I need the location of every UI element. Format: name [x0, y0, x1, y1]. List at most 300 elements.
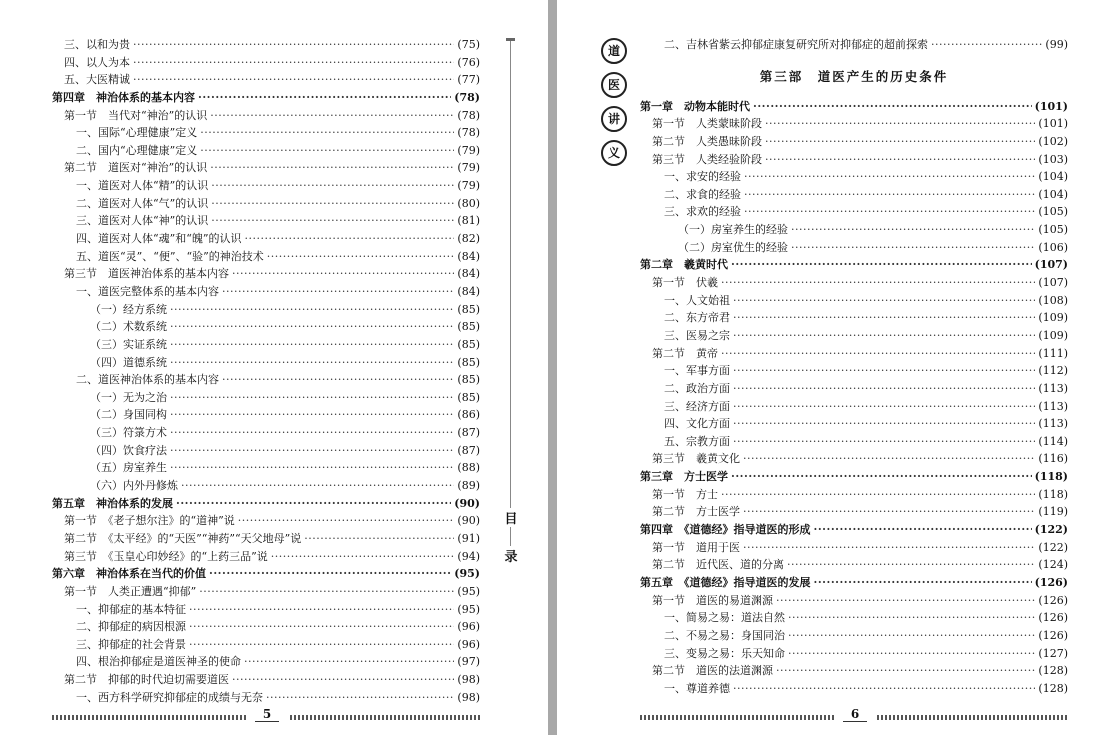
toc-section-entry [640, 450, 1068, 468]
toc-entry-page: (79) [457, 143, 480, 157]
toc-entry-title: 三、以和为贵 [64, 38, 130, 51]
toc-leader-dots [222, 283, 454, 301]
toc-entry-title: 三、抑郁症的社会背景 [76, 637, 186, 651]
toc-section-entry [52, 671, 480, 689]
toc-leader-dots [170, 406, 454, 424]
toc-entry-page: (99) [1045, 38, 1068, 51]
toc-entry-page: (95) [457, 584, 480, 598]
toc-entry-title: 一、尊道养德 [664, 681, 730, 695]
toc-entry-title: （三）符箓方术 [90, 426, 167, 440]
toc-leader-dots [744, 203, 1035, 221]
toc-subsection-entry [640, 645, 1068, 663]
toc-subsection-entry [640, 186, 1068, 204]
toc-entry-page: (105) [1038, 205, 1068, 219]
toc-entry-page: (76) [457, 55, 480, 69]
toc-entry-page: (75) [457, 38, 480, 51]
toc-subsection-entry [640, 680, 1068, 698]
toc-subsection-entry [52, 142, 480, 160]
toc-entry-page: (84) [457, 284, 480, 298]
toc-leader-dots [788, 627, 1035, 645]
toc-section-entry [640, 345, 1068, 363]
toc-subsection-entry [52, 477, 480, 495]
toc-entry-title: （一）无为之治 [90, 390, 167, 404]
toc-leader-dots [211, 177, 454, 195]
toc-section-entry [640, 115, 1068, 133]
toc-leader-dots [931, 36, 1042, 54]
toc-entry-title: 第三部 道医产生的历史条件 [759, 68, 949, 84]
toc-entry-title: 一、求安的经验 [664, 170, 741, 184]
page-number: 6 [843, 707, 867, 722]
toc-entry-page: (118) [1038, 487, 1068, 501]
toc-entry-page: (118) [1034, 470, 1068, 484]
toc-entry-title: 第五章 《道德经》指导道医的发展 [640, 575, 811, 589]
toc-entry-title: （三）实证系统 [90, 337, 167, 351]
toc-subsection-entry [52, 389, 480, 407]
toc-subsection-entry [52, 301, 480, 319]
toc-subsection-entry [640, 203, 1068, 221]
sidebar-rule [510, 40, 511, 552]
toc-leader-dots [743, 539, 1035, 557]
toc-entry-title: 第三节 人类经验阶段 [652, 152, 762, 166]
toc-entry-page: (126) [1038, 611, 1068, 625]
toc-section-entry [52, 71, 480, 89]
toc-leader-dots [210, 159, 454, 177]
toc-entry-page: (86) [457, 408, 480, 422]
toc-subsection-entry [640, 380, 1068, 398]
toc-leader-dots [238, 512, 455, 530]
toc-entry-title: 第一节 道用于医 [652, 540, 740, 554]
toc-subsection-entry [640, 239, 1068, 257]
toc-leader-dots [209, 565, 451, 583]
right-toc-list [640, 36, 1068, 697]
toc-entry-title: 第一节 当代对“神治”的认识 [64, 108, 208, 122]
toc-entry-title: 四、以人为本 [64, 55, 130, 69]
toc-subsection-entry [640, 398, 1068, 416]
toc-subsection-entry [640, 292, 1068, 310]
toc-leader-dots [199, 583, 454, 601]
footer-ornament-right [877, 715, 1067, 720]
toc-subsection-entry [640, 168, 1068, 186]
toc-entry-page: (126) [1034, 575, 1068, 589]
toc-leader-dots [731, 468, 1032, 486]
toc-leader-dots [753, 98, 1032, 116]
toc-entry-page: (77) [457, 73, 480, 87]
toc-subsection-entry [52, 283, 480, 301]
toc-subsection-entry [52, 195, 480, 213]
toc-entry-title: 第一节 《老子想尔注》的“道神”说 [64, 514, 235, 528]
toc-leader-dots [222, 371, 454, 389]
toc-section-entry [640, 486, 1068, 504]
toc-entry-title: 二、不易之易：身国同治 [664, 628, 785, 642]
toc-entry-title: 一、简易之易：道法自然 [664, 611, 785, 625]
toc-entry-title: （一）经方系统 [90, 302, 167, 316]
toc-entry-page: (79) [457, 161, 480, 175]
toc-entry-page: (90) [454, 496, 480, 510]
toc-subsection-entry [52, 601, 480, 619]
toc-leader-dots [170, 389, 454, 407]
toc-entry-title: 五、宗教方面 [664, 434, 730, 448]
toc-entry-page: (113) [1038, 417, 1068, 431]
toc-section-entry [52, 265, 480, 283]
toc-entry-page: (79) [457, 179, 480, 193]
toc-entry-page: (98) [457, 690, 480, 704]
toc-leader-dots [232, 671, 454, 689]
toc-subsection-entry [52, 371, 480, 389]
toc-section-entry [52, 530, 480, 548]
toc-entry-page: (103) [1038, 152, 1068, 166]
toc-entry-page: (114) [1038, 434, 1068, 448]
toc-leader-dots [788, 609, 1035, 627]
toc-leader-dots [733, 380, 1035, 398]
toc-subsection-entry [640, 362, 1068, 380]
toc-entry-page: (78) [457, 108, 480, 122]
toc-entry-page: (97) [457, 655, 480, 669]
toc-subsection-entry [52, 318, 480, 336]
toc-subsection-entry [52, 230, 480, 248]
toc-entry-title: 第二章 羲黄时代 [640, 258, 728, 272]
toc-entry-page: (113) [1038, 399, 1068, 413]
toc-entry-title: 一、人文始祖 [664, 293, 730, 307]
toc-entry-page: (85) [457, 320, 480, 334]
sidebar-char-mu: 目 [500, 508, 522, 527]
toc-entry-page: (90) [457, 514, 480, 528]
badge-dao: 道 [601, 38, 627, 64]
toc-section-entry [640, 133, 1068, 151]
book-title-badges [601, 38, 629, 174]
toc-subsection-entry [640, 309, 1068, 327]
toc-entry-title: 一、道医完整体系的基本内容 [76, 284, 219, 298]
toc-leader-dots [133, 36, 454, 54]
toc-entry-page: (82) [457, 232, 480, 246]
toc-subsection-entry [640, 627, 1068, 645]
toc-leader-dots [733, 309, 1035, 327]
toc-leader-dots [744, 186, 1035, 204]
toc-entry-title: 第三节 羲黄文化 [652, 452, 740, 466]
toc-subsection-entry [640, 609, 1068, 627]
toc-entry-title: 二、吉林省紫云抑郁症康复研究所对抑郁症的超前探索 [664, 38, 928, 51]
toc-entry-page: (78) [454, 90, 480, 104]
toc-leader-dots [170, 318, 454, 336]
toc-section-entry [640, 151, 1068, 169]
toc-leader-dots [733, 327, 1035, 345]
toc-entry-title: （一）房室养生的经验 [678, 223, 788, 237]
toc-subsection-entry [52, 177, 480, 195]
toc-entry-page: (109) [1038, 328, 1068, 342]
toc-section-entry [640, 662, 1068, 680]
toc-entry-title: 二、国内“心理健康”定义 [76, 143, 198, 157]
toc-entry-title: 三、医易之宗 [664, 328, 730, 342]
toc-leader-dots [304, 530, 454, 548]
toc-leader-dots [189, 618, 454, 636]
toc-leader-dots [765, 133, 1035, 151]
toc-entry-page: (85) [457, 302, 480, 316]
toc-section-entry [640, 274, 1068, 292]
toc-entry-title: 五、大医精诚 [64, 73, 130, 87]
toc-entry-page: (124) [1038, 558, 1068, 572]
toc-entry-page: (85) [457, 355, 480, 369]
toc-leader-dots [170, 424, 454, 442]
toc-entry-title: 第二节 道医的法道渊源 [652, 664, 773, 678]
toc-leader-dots [765, 115, 1035, 133]
toc-subsection-entry [52, 636, 480, 654]
toc-subsection-entry [640, 433, 1068, 451]
toc-entry-title: 一、国际“心理健康”定义 [76, 126, 198, 140]
toc-section-entry [52, 36, 480, 54]
toc-leader-dots [181, 477, 454, 495]
toc-entry-page: (109) [1038, 311, 1068, 325]
toc-leader-dots [133, 71, 454, 89]
toc-entry-title: 第三节 道医神治体系的基本内容 [64, 267, 229, 281]
toc-entry-page: (128) [1038, 664, 1068, 678]
toc-subsection-entry [640, 415, 1068, 433]
toc-entry-title: 三、道医对人体“神”的认识 [76, 214, 209, 228]
toc-entry-page: (84) [457, 249, 480, 263]
toc-entry-title: 一、军事方面 [664, 364, 730, 378]
toc-entry-page: (96) [457, 637, 480, 651]
toc-entry-page: (105) [1038, 223, 1068, 237]
toc-entry-page: (81) [457, 214, 480, 228]
toc-entry-page: (119) [1038, 505, 1068, 519]
toc-leader-dots [721, 274, 1035, 292]
badge-yi: 医 [601, 72, 627, 98]
toc-leader-dots [267, 248, 455, 266]
toc-entry-title: 第一节 人类正遭遇“抑郁” [64, 584, 197, 598]
toc-entry-page: (87) [457, 426, 480, 440]
footer-ornament-left [640, 715, 836, 720]
toc-leader-dots [787, 556, 1035, 574]
badge-yi2: 义 [601, 140, 627, 166]
toc-entry-title: （二）身国同构 [90, 408, 167, 422]
left-footer [0, 709, 548, 725]
toc-entry-title: 二、道医神治体系的基本内容 [76, 373, 219, 387]
toc-entry-title: 第一节 方士 [652, 487, 718, 501]
toc-leader-dots [189, 636, 454, 654]
toc-entry-page: (85) [457, 390, 480, 404]
toc-entry-page: (126) [1038, 628, 1068, 642]
toc-section-entry [52, 512, 480, 530]
toc-leader-dots [733, 680, 1035, 698]
toc-entry-title: 五、道医“灵”、“便”、“验”的神治技术 [76, 249, 264, 263]
toc-subsection-entry [52, 442, 480, 460]
toc-chapter-entry [640, 468, 1068, 486]
toc-leader-dots [244, 653, 454, 671]
toc-entry-title: 二、抑郁症的病因根源 [76, 620, 186, 634]
toc-entry-title: 第一节 伏羲 [652, 276, 718, 290]
toc-entry-title: 第三章 方士医学 [640, 470, 728, 484]
toc-entry-title: 第一章 动物本能时代 [640, 99, 750, 113]
toc-entry-title: 二、求食的经验 [664, 187, 741, 201]
toc-entry-page: (95) [457, 602, 480, 616]
toc-leader-dots [232, 265, 454, 283]
toc-entry-page: (107) [1038, 276, 1068, 290]
toc-entry-title: 第一节 道医的易道渊源 [652, 593, 773, 607]
toc-leader-dots [170, 336, 454, 354]
toc-subsection-entry [640, 221, 1068, 239]
toc-leader-dots [245, 230, 455, 248]
toc-chapter-entry [52, 565, 480, 583]
toc-leader-dots [733, 433, 1035, 451]
toc-entry-page: (87) [457, 443, 480, 457]
toc-entry-page: (102) [1038, 134, 1068, 148]
toc-leader-dots [733, 415, 1035, 433]
toc-entry-page: (80) [457, 196, 480, 210]
toc-entry-title: 三、变易之易：乐天知命 [664, 646, 785, 660]
toc-entry-title: （六）内外丹修炼 [90, 479, 178, 493]
toc-entry-title: （四）道德系统 [90, 355, 167, 369]
toc-leader-dots [170, 442, 454, 460]
toc-entry-title: （四）饮食疗法 [90, 443, 167, 457]
footer-ornament-left [52, 715, 248, 720]
toc-entry-title: 三、经济方面 [664, 399, 730, 413]
toc-entry-title: 二、道医对人体“气”的认识 [76, 196, 209, 210]
toc-entry-title: 第二节 近代医、道的分离 [652, 558, 784, 572]
toc-entry-page: (126) [1038, 593, 1068, 607]
toc-subsection-entry [52, 689, 480, 707]
toc-section-entry [640, 539, 1068, 557]
toc-subsection-entry [52, 124, 480, 142]
toc-leader-dots [170, 459, 454, 477]
toc-leader-dots [791, 221, 1035, 239]
toc-leader-dots [733, 292, 1035, 310]
toc-leader-dots [266, 689, 454, 707]
right-footer [557, 709, 1110, 725]
toc-leader-dots [170, 354, 454, 372]
toc-entry-title: 第二节 黄帝 [652, 346, 718, 360]
toc-subsection-entry [640, 327, 1068, 345]
toc-section-entry [52, 159, 480, 177]
toc-entry-title: 第二节 人类愚昧阶段 [652, 134, 762, 148]
toc-entry-title: 四、文化方面 [664, 417, 730, 431]
toc-entry-page: (108) [1038, 293, 1068, 307]
toc-entry-title: 第一节 人类蒙昧阶段 [652, 117, 762, 131]
toc-entry-page: (95) [454, 567, 480, 581]
toc-chapter-entry [52, 89, 480, 107]
toc-leader-dots [271, 548, 455, 566]
toc-section-entry [52, 548, 480, 566]
toc-entry-title: 一、道医对人体“精”的认识 [76, 179, 209, 193]
toc-subsection-entry [52, 618, 480, 636]
toc-leader-dots [731, 256, 1032, 274]
toc-leader-dots [814, 521, 1032, 539]
toc-section-entry [52, 107, 480, 125]
toc-leader-dots [776, 662, 1035, 680]
right-page [557, 0, 1110, 735]
toc-leader-dots [211, 212, 454, 230]
toc-leader-dots [176, 495, 451, 513]
toc-entry-title: 四、根治抑郁症是道医神圣的使命 [76, 655, 241, 669]
toc-entry-page: (107) [1034, 258, 1068, 272]
toc-entry-page: (112) [1038, 364, 1068, 378]
toc-section-entry [640, 556, 1068, 574]
toc-entry-title: 第三节 《玉皇心印妙经》的“上药三品”说 [64, 549, 268, 563]
toc-subsection-entry [52, 354, 480, 372]
toc-leader-dots [211, 195, 454, 213]
toc-section-entry [640, 592, 1068, 610]
toc-leader-dots [170, 301, 454, 319]
toc-entry-page: (127) [1038, 646, 1068, 660]
left-toc-list [52, 36, 480, 706]
toc-entry-page: (85) [457, 337, 480, 351]
toc-entry-page: (88) [457, 461, 480, 475]
toc-entry-title: 第二节 《太平经》的“天医”“神药”“天父地母”说 [64, 531, 302, 545]
toc-entry-page: (106) [1038, 240, 1068, 254]
toc-leader-dots [733, 362, 1035, 380]
left-page [0, 0, 548, 735]
toc-entry-page: (84) [457, 267, 480, 281]
toc-entry-page: (104) [1038, 170, 1068, 184]
toc-entry-title: 第五章 神治体系的发展 [52, 496, 173, 510]
toc-entry-page: (101) [1034, 99, 1068, 113]
toc-entry-page: (89) [457, 479, 480, 493]
part-heading [640, 64, 1068, 90]
toc-entry-page: (96) [457, 620, 480, 634]
toc-subsection-entry [52, 248, 480, 266]
sidebar-rule-cap-top [506, 38, 515, 41]
toc-entry-page: (104) [1038, 187, 1068, 201]
toc-chapter-entry [640, 574, 1068, 592]
toc-entry-page: (101) [1038, 117, 1068, 131]
toc-entry-page: (128) [1038, 681, 1068, 695]
toc-chapter-entry [640, 256, 1068, 274]
toc-entry-title: 第四章 神治体系的基本内容 [52, 90, 195, 104]
toc-chapter-entry [52, 495, 480, 513]
toc-entry-title: （五）房室养生 [90, 461, 167, 475]
toc-section-entry [640, 503, 1068, 521]
toc-chapter-entry [640, 98, 1068, 116]
toc-entry-page: (94) [457, 549, 480, 563]
page-number: 5 [255, 707, 279, 722]
toc-leader-dots [743, 450, 1035, 468]
toc-leader-dots [200, 142, 454, 160]
toc-entry-page: (113) [1038, 381, 1068, 395]
toc-leader-dots [776, 592, 1035, 610]
toc-entry-title: （二）房室优生的经验 [678, 240, 788, 254]
toc-entry-title: 二、政治方面 [664, 381, 730, 395]
toc-entry-title: 第四章 《道德经》指导道医的形成 [640, 523, 811, 537]
toc-chapter-entry [640, 521, 1068, 539]
toc-section-entry [52, 583, 480, 601]
toc-entry-title: 二、东方帝君 [664, 311, 730, 325]
toc-subsection-entry [52, 424, 480, 442]
toc-entry-page: (122) [1038, 540, 1068, 554]
toc-entry-title: 一、西方科学研究抑郁症的成绩与无奈 [76, 690, 263, 704]
toc-entry-page: (85) [457, 373, 480, 387]
toc-entry-title: 一、抑郁症的基本特征 [76, 602, 186, 616]
toc-entry-title: 第二节 道医对“神治”的认识 [64, 161, 208, 175]
toc-leader-dots [814, 574, 1032, 592]
toc-leader-dots [189, 601, 454, 619]
toc-entry-title: 第六章 神治体系在当代的价值 [52, 567, 206, 581]
toc-leader-dots [733, 398, 1035, 416]
section-sidebar [496, 36, 526, 565]
toc-entry-page: (78) [457, 126, 480, 140]
toc-section-entry [52, 54, 480, 72]
toc-entry-title: 四、道医对人体“魂”和“魄”的认识 [76, 232, 242, 246]
toc-leader-dots [788, 645, 1035, 663]
toc-subsection-entry [52, 406, 480, 424]
toc-leader-dots [200, 124, 454, 142]
toc-leader-dots [744, 168, 1035, 186]
toc-leader-dots [133, 54, 454, 72]
toc-subsection-entry [52, 336, 480, 354]
toc-leader-dots [791, 239, 1035, 257]
toc-entry-title: （二）术数系统 [90, 320, 167, 334]
badge-jiang: 讲 [601, 106, 627, 132]
toc-entry-page: (91) [457, 531, 480, 545]
toc-subsection-entry [640, 36, 1068, 54]
toc-leader-dots [198, 89, 451, 107]
footer-ornament-right [290, 715, 480, 720]
